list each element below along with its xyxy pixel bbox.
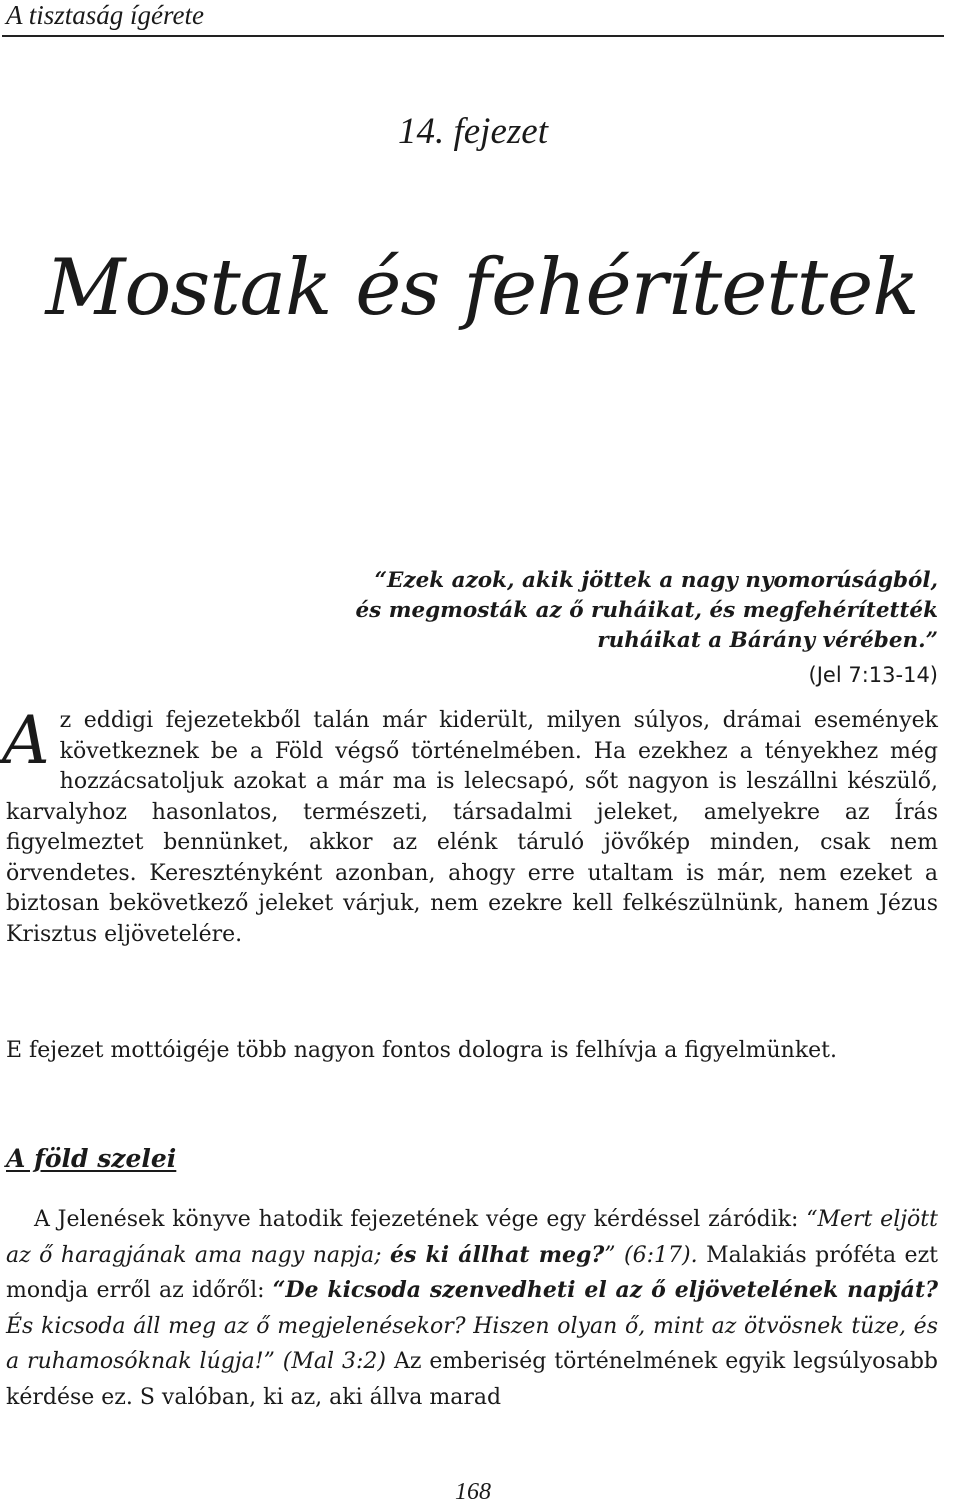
quote-2-bold: “De kicsoda szenvedheti el az ő eljövetelének napját?	[272, 1277, 938, 1303]
epigraph-reference: (Jel 7:13-14)	[808, 663, 938, 687]
second-paragraph: E fejezet mottóigéje több nagyon fontos dologra is felhívja a figyelmünket.	[6, 1038, 838, 1063]
epigraph-line-3: ruháikat a Bárány vérében.”	[597, 628, 938, 653]
intro-text: z eddigi fejezetekből talán már kiderült, milyen súlyos, drámai események következnek be a Föld végső történelmében. Ha ezekhez a tényekhez még hozzácsatoljuk azokat a már ma is lelecsapó, sőt nagyon is leszállni készülő, karvalyhoz hasonlatos, természeti, társadalmi jeleket, amelyekre az Írás figyelmeztet bennünket, akkor az elénk táruló jövőkép minden, csak nem örvendetes. Keresztényként azonban, ahogy erre utaltam is már, nem ezeket a biztosan bekövetkező jeleket várjuk, nem ezekre kell felkészülnünk, hanem Jézus Krisztus eljövetelére.	[6, 708, 938, 947]
header-rule	[2, 35, 944, 37]
epigraph	[238, 566, 938, 656]
section-paragraph	[6, 1202, 938, 1415]
page-number: 168	[455, 1479, 491, 1505]
chapter-number: 14. fejezet	[397, 111, 548, 152]
epigraph-line-1: “Ezek azok, akik jöttek a nagy nyomorúságból,	[374, 568, 938, 593]
section-text-3: Az emberiség történelmének egyik legsúlyosabb kérdése ez. S valóban, ki az, aki állva marad	[6, 1349, 938, 1410]
running-head: A tisztaság ígérete	[6, 0, 204, 30]
intro-paragraph	[2, 702, 938, 950]
chapter-title: Mostak és fehérítettek	[45, 243, 919, 333]
quote-1-bold: és ki állhat meg?	[389, 1241, 605, 1268]
quote-1: “Mert eljött az ő haragjának ama nagy napja;	[6, 1207, 938, 1268]
section-heading: A föld szelei	[6, 1144, 177, 1173]
quote-3: És kicsoda áll meg az ő megjelenésekor? Hiszen olyan ő, mint az ötvösnek tüze, és a ruhamosóknak lúgja!” (Mal 3:2)	[6, 1313, 938, 1374]
drop-cap: A	[2, 702, 50, 779]
section-text-2: Malakiás próféta ezt mondja erről az időről:	[6, 1242, 938, 1303]
epigraph-line-2: és megmosták az ő ruháikat, és megfehérítették	[355, 598, 938, 623]
section-text-1: A Jelenések könyve hatodik fejezetének vége egy kérdéssel záródik:	[34, 1207, 807, 1232]
quote-1-ref: ” (6:17).	[604, 1242, 698, 1268]
